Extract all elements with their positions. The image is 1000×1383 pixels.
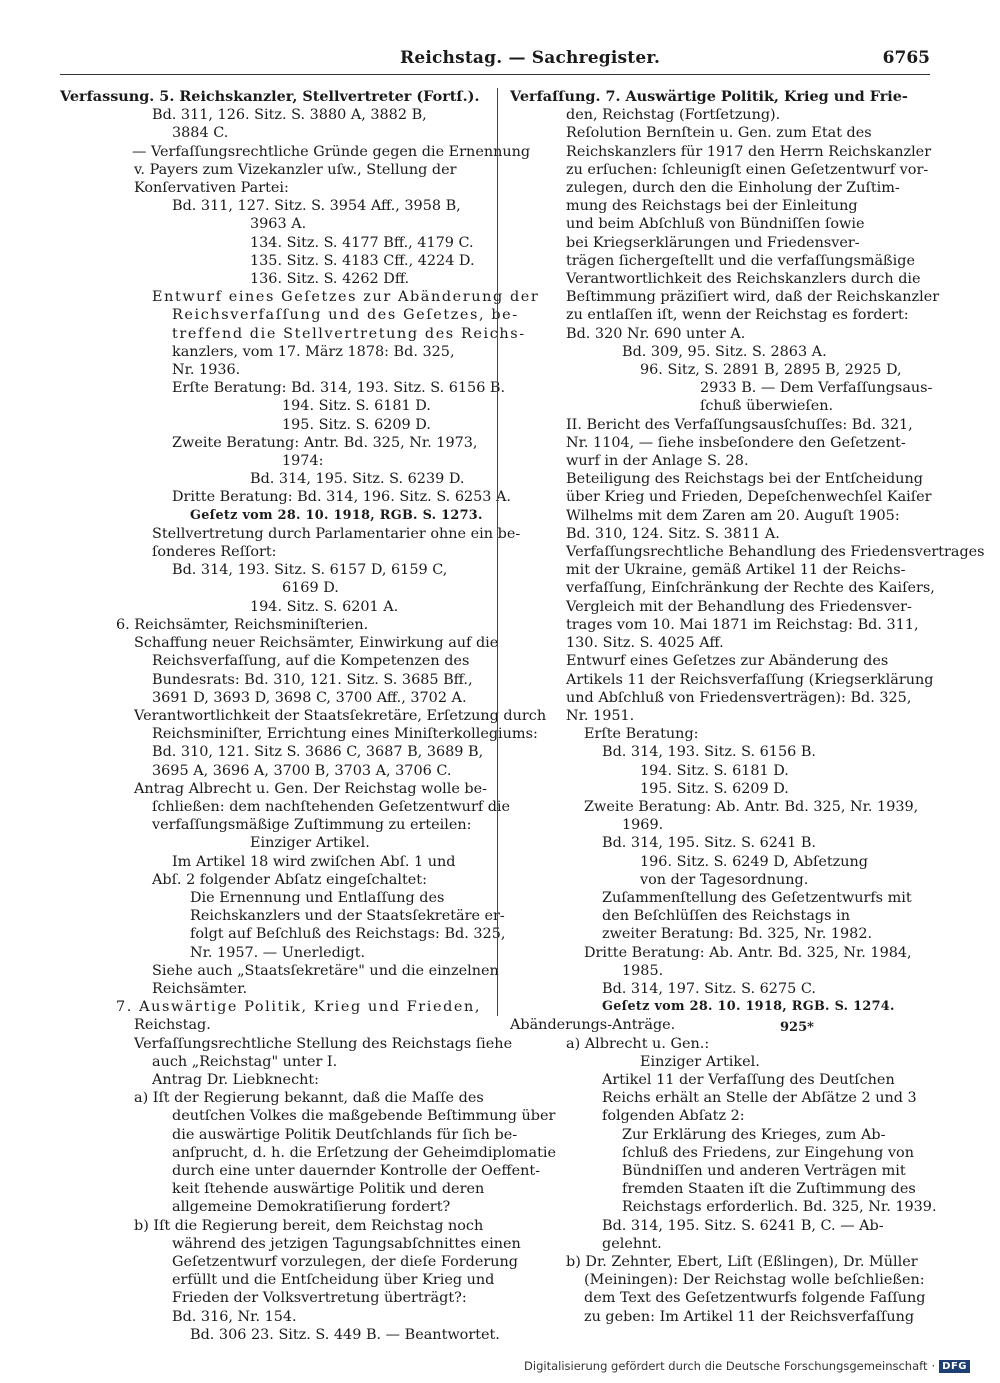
- text-line: Schaffung neuer Reichsämter, Einwirkung auf die: [134, 635, 499, 652]
- text-line: während des jetzigen Tagungsabſchnittes einen: [172, 1235, 521, 1252]
- text-line: Beſtimmung präziſiert wird, daß der Reichskanzler: [566, 289, 940, 306]
- text-line: 195. Sitz. S. 6209 D.: [282, 416, 431, 433]
- text-line: zu entlaſſen iſt, wenn der Reichstag es fordert:: [566, 307, 909, 324]
- text-line: Bd. 314, 197. Sitz. S. 6275 C.: [602, 980, 816, 997]
- text-line: Geſetzentwurf vorzulegen, der dieſe Forderung: [172, 1254, 518, 1270]
- page-header: [60, 44, 930, 74]
- text-line: Bd. 314, 195. Sitz. S. 6241 B, C. — Ab-: [602, 1217, 884, 1234]
- text-line: Vergleich mit der Behandlung des Friedensver-: [566, 598, 912, 615]
- text-line: Reichsverfaſſung und des Geſetzes, be-: [172, 307, 519, 324]
- text-line: Nr. 1957. — Unerledigt.: [190, 944, 366, 961]
- text-line: Verfassung. 5. Reichskanzler, Stellvertreter (Fortſ.).: [60, 88, 480, 105]
- text-line: Bd. 310, 124. Sitz. S. 3811 A.: [566, 525, 780, 542]
- text-line: 1985.: [622, 962, 664, 979]
- text-line: Bündniſſen und anderen Verträgen mit: [622, 1162, 906, 1179]
- signature-mark: 925*: [780, 1020, 814, 1035]
- text-line: Konſervativen Partei:: [134, 180, 289, 197]
- text-line: ſchluß des Friedens, zur Eingehung von: [622, 1144, 914, 1161]
- text-line: Entwurf eines Geſetzes zur Abänderung des: [566, 653, 889, 670]
- text-line: wurf in der Anlage S. 28.: [566, 453, 749, 470]
- text-line: Erſte Beratung: Bd. 314, 193. Sitz. S. 6156 B.: [172, 380, 506, 397]
- text-line: Reichsminiſter, Errichtung eines Miniſterkollegiums:: [152, 726, 538, 743]
- text-line: Bd. 310, 121. Sitz S. 3686 C, 3687 B, 3689 B,: [152, 744, 484, 761]
- text-line: Einziger Artikel.: [640, 1053, 760, 1070]
- text-line: deutſchen Volkes die maßgebende Beſtimmung über: [172, 1108, 556, 1125]
- text-line: verfaſſung, Einſchränkung der Rechte des Kaiſers,: [566, 580, 935, 597]
- text-line: Reichskanzlers und der Staatsſekretäre er-: [190, 908, 505, 925]
- text-line: Bd. 306 23. Sitz. S. 449 B. — Beantwortet.: [190, 1326, 500, 1343]
- text-line: Dritte Beratung: Bd. 314, 196. Sitz. S. 6253 A.: [172, 489, 511, 506]
- text-line: und beim Abſchluß von Bündniſſen ſowie: [566, 216, 865, 233]
- text-line: Geſetz vom 28. 10. 1918, RGB. S. 1274.: [602, 999, 895, 1015]
- text-line: v. Payers zum Vizekanzler uſw., Stellung der: [134, 161, 457, 178]
- dfg-logo-icon: DFG: [939, 1360, 970, 1373]
- text-line: Reichskanzlers für 1917 den Herrn Reichskanzler: [566, 143, 932, 160]
- text-line: Im Artikel 18 wird zwiſchen Abſ. 1 und: [172, 853, 456, 870]
- text-line: Bd. 311, 126. Sitz. S. 3880 A, 3882 B,: [152, 107, 427, 124]
- text-line: a) Albrecht u. Gen.:: [566, 1035, 710, 1052]
- text-line: Antrag Dr. Liebknecht:: [152, 1071, 320, 1088]
- footer-credit: Digitalisierung gefördert durch die Deutsche Forschungsgemeinschaft: [524, 1359, 928, 1373]
- text-line: mit der Ukraine, gemäß Artikel 11 der Reichs-: [566, 562, 906, 579]
- text-line: Reſolution Bernſtein u. Gen. zum Etat des: [566, 125, 872, 142]
- text-line: ſchuß überwieſen.: [700, 398, 834, 415]
- text-line: b) Dr. Zehnter, Ebert, Liſt (Eßlingen), Dr. Müller: [566, 1254, 918, 1270]
- page-number: 6765: [882, 48, 930, 68]
- text-line: kanzlers, vom 17. März 1878: Bd. 325,: [172, 343, 455, 360]
- text-line: Verfaſſung. 7. Auswärtige Politik, Krieg und Frie-: [510, 88, 908, 105]
- text-line: Verantwortlichkeit der Staatsſekretäre, Erſetzung durch: [134, 707, 547, 724]
- text-line: Bd. 314, 195. Sitz. S. 6239 D.: [250, 471, 465, 488]
- text-line: 194. Sitz. S. 6201 A.: [250, 598, 399, 615]
- text-line: allgemeine Demokratiſierung fordert?: [172, 1199, 451, 1216]
- text-line: die auswärtige Politik Deutſchlands für ſich be-: [172, 1126, 518, 1143]
- text-line: Nr. 1951.: [566, 707, 635, 724]
- text-line: 135. Sitz. S. 4183 Cff., 4224 D.: [250, 252, 475, 269]
- text-line: 3884 C.: [172, 125, 229, 142]
- text-line: folgenden Abſatz 2:: [602, 1108, 745, 1125]
- text-line: Einziger Artikel.: [250, 835, 370, 852]
- text-line: anſprucht, d. h. die Erſetzung der Geheimdiplomatie: [172, 1144, 557, 1161]
- text-line: Reichsämter.: [152, 980, 248, 997]
- text-line: erfüllt und die Entſcheidung über Krieg und: [172, 1272, 495, 1289]
- text-line: trages vom 10. Mai 1871 im Reichstag: Bd. 311,: [566, 616, 919, 633]
- text-line: 7. Auswärtige Politik, Krieg und Frieden,: [116, 999, 482, 1016]
- text-line: Bd. 314, 193. Sitz. S. 6156 B.: [602, 744, 816, 761]
- text-line: Beteiligung des Reichstags bei der Entſcheidung: [566, 471, 923, 488]
- text-line: dem Text des Geſetzentwurfs folgende Faſſung: [584, 1290, 926, 1307]
- text-line: fremden Staaten iſt die Zuſtimmung des: [622, 1181, 916, 1198]
- text-line: durch eine unter dauernder Kontrolle der Oeffent-: [172, 1162, 541, 1179]
- text-line: Abänderungs-Anträge.: [510, 1017, 676, 1034]
- text-line: keit ſtehende auswärtige Politik und deren: [172, 1181, 485, 1198]
- text-line: Verfaſſungsrechtliche Stellung des Reichstags ſiehe: [134, 1035, 513, 1052]
- text-line: mung des Reichstags bei der Einleitung: [566, 198, 858, 215]
- text-line: Zuſammenſtellung des Geſetzentwurfs mit: [602, 889, 912, 906]
- text-line: auch „Reichstag" unter I.: [152, 1053, 338, 1070]
- text-line: Zweite Beratung: Antr. Bd. 325, Nr. 1973,: [172, 434, 478, 451]
- running-title: Reichstag. — Sachregister.: [400, 48, 661, 68]
- text-line: 2933 B. — Dem Verfaſſungsaus-: [700, 380, 933, 397]
- text-line: Verfaſſungsrechtliche Behandlung des Friedensvertrages: [566, 544, 985, 561]
- text-line: Nr. 1104, — ſiehe insbeſondere den Geſetzent-: [566, 434, 906, 451]
- text-line: Bd. 320 Nr. 690 unter A.: [566, 325, 746, 342]
- text-line: zu geben: Im Artikel 11 der Reichsverfaſſung: [584, 1308, 915, 1325]
- text-line: Entwurf eines Geſetzes zur Abänderung der: [152, 289, 540, 306]
- text-line: ſchließen: dem nachſtehenden Geſetzentwurf die: [152, 798, 511, 815]
- text-line: II. Bericht des Verfaſſungsausſchuſſes: Bd. 321,: [566, 416, 913, 433]
- text-line: Bd. 316, Nr. 154.: [172, 1308, 297, 1325]
- text-line: Bd. 311, 127. Sitz. S. 3954 Aff., 3958 B,: [172, 198, 461, 215]
- text-line: b) Iſt die Regierung bereit, dem Reichstag noch: [134, 1217, 484, 1234]
- text-line: 194. Sitz. S. 6181 D.: [640, 762, 789, 779]
- text-line: Artikel 11 der Verfaſſung des Deutſchen: [602, 1071, 895, 1088]
- text-line: Dritte Beratung: Ab. Antr. Bd. 325, Nr. 1984,: [584, 944, 912, 961]
- header-rule: [60, 74, 930, 75]
- text-line: 6. Reichsämter, Reichsminiſterien.: [116, 616, 369, 633]
- text-line: Bd. 314, 195. Sitz. S. 6241 B.: [602, 835, 816, 852]
- text-line: Stellvertretung durch Parlamentarier ohne ein be-: [152, 525, 521, 542]
- text-line: trägen ſichergeſtellt und die verfaſſungsmäßige: [566, 252, 915, 269]
- text-line: a) Iſt der Regierung bekannt, daß die Maſſe des: [134, 1090, 484, 1107]
- text-line: zu erſuchen: ſchleunigſt einen Geſetzentwurf vor-: [566, 161, 929, 178]
- text-line: von der Tagesordnung.: [640, 871, 809, 888]
- text-line: ſonderes Reſſort:: [152, 544, 277, 561]
- text-line: 195. Sitz. S. 6209 D.: [640, 780, 789, 797]
- text-line: 3691 D, 3693 D, 3698 C, 3700 Aff., 3702 A.: [152, 689, 467, 706]
- text-line: Artikels 11 der Reichsverfaſſung (Kriegserklärung: [566, 671, 934, 688]
- text-line: Siehe auch „Staatsſekretäre" und die einzelnen: [152, 962, 499, 979]
- text-line: 1969.: [622, 817, 664, 834]
- text-line: Frieden der Volksvertretung überträgt?:: [172, 1290, 467, 1307]
- text-line: Nr. 1936.: [172, 362, 241, 379]
- text-line: Bd. 309, 95. Sitz. S. 2863 A.: [622, 343, 827, 360]
- text-line: Antrag Albrecht u. Gen. Der Reichstag wolle be-: [134, 780, 488, 797]
- text-line: 194. Sitz. S. 6181 D.: [282, 398, 431, 415]
- text-line: treffend die Stellvertretung des Reichs-: [172, 325, 526, 342]
- text-line: Wilhelms mit dem Zaren am 20. Auguſt 1905:: [566, 507, 900, 524]
- text-line: 136. Sitz. S. 4262 Dff.: [250, 271, 410, 288]
- text-line: Die Ernennung und Entlaſſung des: [190, 889, 445, 906]
- text-line: Verantwortlichkeit des Reichskanzlers durch die: [566, 271, 921, 288]
- text-line: Reichsverfaſſung, auf die Kompetenzen des: [152, 653, 470, 670]
- text-line: 96. Sitz, S. 2891 B, 2895 B, 2925 D,: [640, 362, 902, 379]
- text-line: zweiter Beratung: Bd. 325, Nr. 1982.: [602, 926, 873, 943]
- footer: Digitalisierung gefördert durch die Deutsche Forschungsgemeinschaft · DFG: [524, 1359, 970, 1373]
- text-line: Reichstag.: [134, 1017, 211, 1034]
- text-line: und Abſchluß von Friedensverträgen): Bd. 325,: [566, 689, 912, 706]
- text-line: Geſetz vom 28. 10. 1918, RGB. S. 1273.: [190, 507, 483, 523]
- text-line: 196. Sitz. S. 6249 D, Abſetzung: [640, 853, 869, 870]
- text-line: zulegen, durch den die Einholung der Zuſtim-: [566, 180, 900, 197]
- text-line: (Meiningen): Der Reichstag wolle beſchließen:: [584, 1272, 925, 1289]
- column-divider: [497, 88, 498, 1016]
- text-line: 3963 A.: [250, 216, 307, 233]
- text-line: 1974:: [282, 453, 324, 470]
- text-line: Reichstags erforderlich. Bd. 325, Nr. 1939.: [622, 1199, 937, 1216]
- text-line: Reichs erhält an Stelle der Abſätze 2 und 3: [602, 1090, 917, 1107]
- text-line: den Beſchlüſſen des Reichstags in: [602, 908, 850, 925]
- text-line: über Krieg und Frieden, Depeſchenwechſel Kaiſer: [566, 489, 932, 506]
- text-line: Bd. 314, 193. Sitz. S. 6157 D, 6159 C,: [172, 562, 448, 579]
- text-line: bei Kriegserklärungen und Friedensver-: [566, 234, 860, 251]
- text-line: 130. Sitz. S. 4025 Aff.: [566, 635, 724, 652]
- text-line: 6169 D.: [282, 580, 339, 597]
- text-line: Zur Erklärung des Krieges, zum Ab-: [622, 1126, 886, 1143]
- left-column: [60, 88, 557, 1344]
- text-line: verfaſſungsmäßige Zuſtimmung zu erteilen:: [152, 817, 472, 834]
- text-line: den, Reichstag (Fortſetzung).: [566, 107, 781, 124]
- text-line: Bundesrats: Bd. 310, 121. Sitz. S. 3685 Bff.,: [152, 671, 473, 688]
- text-line: 3695 A, 3696 A, 3700 B, 3703 A, 3706 C.: [152, 762, 452, 779]
- text-line: 134. Sitz. S. 4177 Bff., 4179 C.: [250, 234, 474, 251]
- right-column: [510, 88, 985, 1326]
- text-line: Abſ. 2 folgender Abſatz eingeſchaltet:: [152, 871, 427, 888]
- text-line: folgt auf Beſchluß des Reichstags: Bd. 325,: [190, 926, 506, 943]
- text-line: gelehnt.: [602, 1235, 662, 1252]
- text-line: Erſte Beratung:: [584, 726, 699, 743]
- text-line: Zweite Beratung: Ab. Antr. Bd. 325, Nr. 1939,: [584, 798, 919, 815]
- text-line: — Verfaſſungsrechtliche Gründe gegen die Ernennung: [132, 143, 531, 160]
